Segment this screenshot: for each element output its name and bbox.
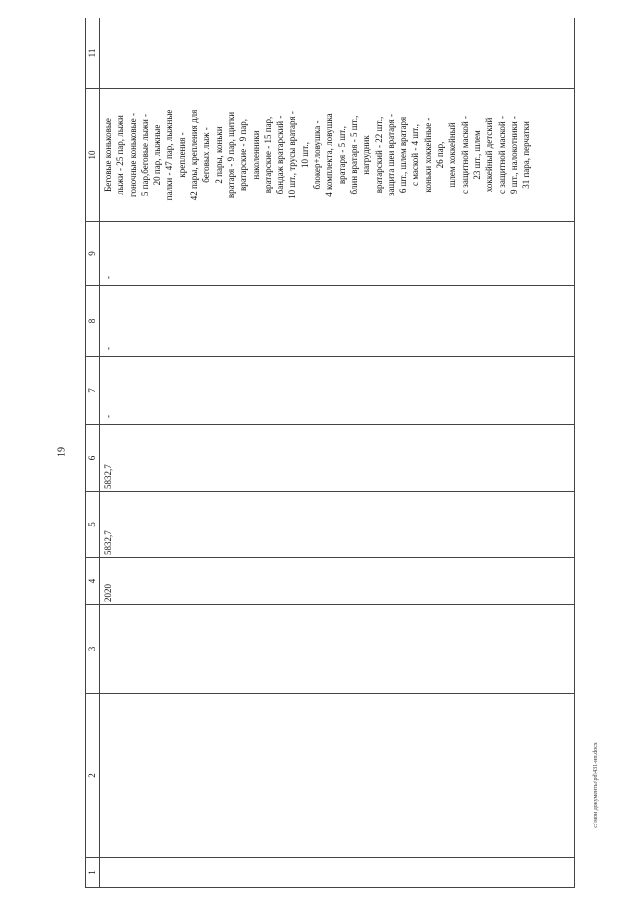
column-header-3: 3 [86,605,100,694]
table-container [85,18,575,888]
cell-col-11 [100,18,575,89]
cell-col-2 [100,694,575,858]
page-number: 19 [56,447,68,457]
cell-col-7: - [100,357,575,425]
column-header-5: 5 [86,492,100,558]
cell-year: 2020 [100,558,575,605]
header-row [86,18,100,888]
column-header-1: 1 [86,858,100,888]
column-header-10: 10 [86,89,100,222]
column-header-11: 11 [86,18,100,89]
column-header-7: 7 [86,357,100,425]
rotated-table-frame [85,18,575,888]
cell-col-9: - [100,222,575,286]
footer-file-path: c:\мои документы\pd\431-нп.docx [593,742,599,828]
data-table [85,18,575,888]
column-header-4: 4 [86,558,100,605]
table-row [100,18,575,888]
cell-col-8: - [100,286,575,357]
cell-col-1 [100,858,575,888]
column-header-6: 6 [86,425,100,492]
column-header-8: 8 [86,286,100,357]
column-header-9: 9 [86,222,100,286]
cell-amount-col-6: 5832,7 [100,425,575,492]
cell-equipment-description: Беговые коньковые лыжи - 25 пар, лыжи гоночные коньковые - 5 пар,беговые лыжи - 20 пар, лыжные палки - 47 пар, лыжные крепления - 42 пары, крепления для беговых лыж - 2 пары, коньки вратаря - 9 пар, щитки вратарские - 9 пар, наколенники вратарские - 15 пар, бандаж вратарский - 10 шт., трусы вратаря - 10 шт., блокер+ловушка - 4 комплекта, ловушка вратаря - 5 шт., блин вратаря - 5 шт., нагрудник вратарский - 22 шт., защита шеи вратаря - 6 шт., шлем вратаря с маской - 4 шт., коньки хоккейные - 26 пар, шлем хоккейный с защитной маской - 23 шт., шлем хоккейный детский с защитной маской - 9 шт., налокотники - 31 пара, перчатки [100,89,575,222]
cell-amount-total: 5832,7 [100,492,575,558]
cell-col-3 [100,605,575,694]
column-header-2: 2 [86,694,100,858]
